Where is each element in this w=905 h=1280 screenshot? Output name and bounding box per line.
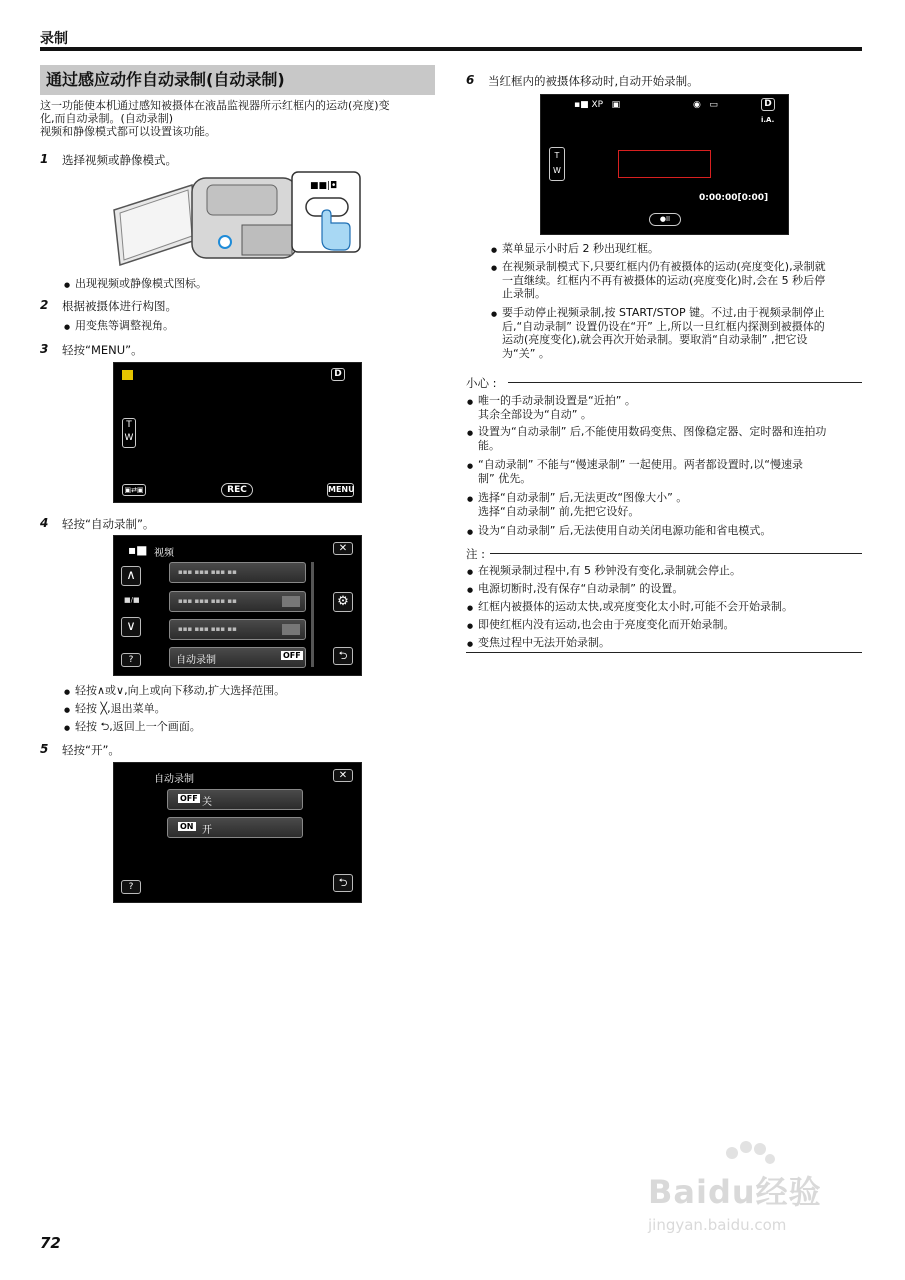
header-rule [40, 47, 862, 51]
lcd-menu-screen [113, 362, 362, 503]
caution-line: ● 设为“自动录制” 后,无法使用自动关闭电源功能和省电模式。 [478, 524, 772, 537]
caution-label: 小心 : [466, 376, 497, 390]
note-item: ● 即使红框内没有运动,也会由于亮度变化而开始录制。 [478, 618, 735, 632]
zoom-tw-button[interactable] [122, 418, 136, 448]
baidu-watermark [642, 1145, 852, 1211]
zoom-w-label: W [553, 166, 561, 175]
note-bottom-rule [466, 652, 862, 653]
step-6-bullet-line: 运动(亮度变化),就会再次开始录制。要取消“自动录制” ,把它设 [502, 333, 808, 346]
step-6-bullet-line: 为“关” 。 [502, 346, 550, 360]
chevron-down-icon[interactable]: ∨ [121, 617, 141, 637]
close-icon[interactable]: ✕ [333, 542, 353, 555]
section-title: 通过感应动作自动录制(自动录制) [40, 65, 435, 95]
help-icon[interactable]: ? [121, 653, 141, 667]
camcorder-illustration [112, 170, 362, 270]
step-1-number: 1 [40, 152, 49, 166]
detection-red-frame [618, 150, 711, 178]
caution-line: 制” 优先。 [478, 471, 532, 485]
caution-item [478, 394, 636, 421]
menu-item-blurred[interactable] [169, 562, 306, 583]
step-5-text: 轻按“开”。 [62, 743, 120, 757]
list-screen-title: 视频 [154, 548, 174, 559]
caution-line: ● 选择“自动录制” 后,无法更改“图像大小” 。 [478, 491, 688, 504]
scrollbar[interactable] [311, 562, 314, 667]
step-6-bullet-line: ● 在视频录制模式下,只要红框内仍有被摄体的运动(亮度变化),录制就 [502, 260, 826, 273]
step-4-bullet: ● 轻按∧或∨,向上或向下移动,扩大选择范围。 [75, 684, 285, 697]
menu-item-value-badge [282, 596, 300, 607]
caution-line: ● “自动录制” 不能与“慢速录制” 一起使用。两者都设置时,以“慢速录 [478, 458, 803, 471]
caution-item [478, 491, 687, 518]
option-on-label: 开 [202, 825, 212, 836]
caution-line: 能。 [478, 438, 500, 452]
option-screen-title: 自动录制 [154, 774, 194, 785]
menu-item-auto-record-label: 自动录制 [176, 655, 216, 666]
ia-label: i.A. [761, 116, 775, 124]
step-4-bullet: ● 轻按 ⮌,返回上一个画面。 [75, 720, 201, 733]
step-6-bullet [502, 242, 659, 256]
zoom-tw-button[interactable] [549, 147, 565, 181]
caution-item [478, 458, 803, 485]
lcd-record-screen [540, 94, 789, 235]
caution-line: 其余全部设为“自动” 。 [478, 407, 592, 421]
playback-toggle-icon[interactable]: ▣⇄▣ [122, 484, 146, 496]
note-item: ● 电源切断时,没有保存“自动录制” 的设置。 [478, 582, 683, 596]
help-icon[interactable]: ? [121, 880, 141, 894]
zoom-t-label: T [554, 151, 560, 160]
caution-line: ● 唯一的手动录制设置是“近拍” 。 [478, 394, 636, 407]
step-6-number: 6 [466, 73, 475, 87]
menu-item-auto-record[interactable] [169, 647, 306, 668]
note-item: ● 在视频录制过程中,有 5 秒钟没有变化,录制就会停止。 [478, 564, 741, 578]
lcd-option-screen [113, 762, 362, 903]
step-4-text: 轻按“自动录制”。 [62, 517, 155, 531]
zoom-w-label: W [124, 433, 134, 443]
watermark-url: jingyan.baidu.com [648, 1216, 787, 1234]
menu-button[interactable]: MENU [327, 483, 354, 497]
intro-line: 视频和静像模式都可以设置该功能。 [40, 125, 216, 138]
note-label: 注 : [466, 547, 486, 561]
mode-d-icon: D [331, 368, 345, 381]
step-4-number: 4 [40, 516, 49, 530]
zoom-t-label: T [126, 420, 132, 430]
step-1-text: 选择视频或静像模式。 [62, 153, 177, 167]
caution-line: ● 设置为“自动录制” 后,不能使用数码变焦、图像稳定器、定时器和连拍功 [478, 425, 827, 438]
step-2-number: 2 [40, 298, 49, 312]
video-mode-icon: ▪■ [128, 543, 148, 557]
note-item: ● 红框内被摄体的运动太快,或亮度变化太小时,可能不会开始录制。 [478, 600, 793, 614]
mode-d-icon: D [761, 98, 775, 111]
rec-pause-button[interactable]: ●II [649, 213, 681, 226]
back-icon[interactable]: ⮌ [333, 647, 353, 665]
step-3-text: 轻按“MENU”。 [62, 343, 143, 357]
step-6-bullet-line: ● 菜单显示小时后 2 秒出现红框。 [502, 242, 659, 255]
caution-item [478, 425, 826, 452]
menu-item-blurred[interactable] [169, 619, 306, 640]
option-on[interactable] [167, 817, 303, 838]
timecode: 0:00:00[0:00] [699, 193, 769, 203]
close-icon[interactable]: ✕ [333, 769, 353, 782]
note-item: ● 变焦过程中无法开始录制。 [478, 636, 610, 650]
step-6-bullet-line: 止录制。 [502, 287, 546, 300]
page-number: 72 [40, 1234, 61, 1252]
svg-text:■■|◘: ■■|◘ [310, 181, 338, 191]
off-badge: OFF [283, 651, 301, 660]
battery-icon [122, 370, 133, 380]
intro-text [40, 99, 435, 138]
step-6-bullet-line: 一直继续。红框内不再有被摄体的运动(亮度变化)时,会在 5 秒后停 [502, 273, 826, 287]
step-4-bullet: ● 轻按 ╳,退出菜单。 [75, 702, 166, 715]
off-badge: OFF [180, 794, 198, 803]
page-indicator: ■/■ [124, 596, 140, 604]
chevron-up-icon[interactable]: ∧ [121, 566, 141, 586]
lcd-list-screen [113, 535, 362, 676]
status-icons: ▪■ XP ▣ [574, 100, 621, 110]
step-6-bullet [502, 306, 825, 360]
back-icon[interactable]: ⮌ [333, 874, 353, 892]
caution-line: 选择“自动录制” 前,先把它设好。 [478, 504, 640, 518]
on-badge: ON [180, 822, 194, 831]
caution-item [478, 524, 771, 538]
step-2-bullet: ● 用变焦等调整视角。 [75, 319, 174, 332]
page-header-title: 录制 [40, 31, 68, 47]
status-icons-right: ◉ ▭ [693, 100, 718, 110]
caution-rule [508, 382, 862, 383]
option-off-label: 关 [202, 797, 212, 808]
gear-icon[interactable]: ⚙ [333, 592, 353, 612]
menu-item-blurred-label: ▪▪▪ ▪▪▪ ▪▪▪ ▪▪ [178, 568, 237, 576]
step-1-bullet: ● 出现视频或静像模式图标。 [75, 277, 207, 290]
step-6-bullet-line: 后,“自动录制” 设置仍设在“开” 上,所以一旦红框内探测到被摄体的 [502, 319, 825, 333]
menu-item-blurred-label: ▪▪▪ ▪▪▪ ▪▪▪ ▪▪ [178, 597, 237, 605]
intro-line: 化,而自动录制。(自动录制) [40, 112, 174, 125]
intro-line: 这一功能使本机通过感知被摄体在液晶监视器所示红框内的运动(亮度)变 [40, 99, 390, 112]
step-2-text: 根据被摄体进行构图。 [62, 299, 177, 313]
rec-button[interactable]: REC [221, 483, 253, 497]
option-off[interactable] [167, 789, 303, 810]
menu-item-blurred-label: ▪▪▪ ▪▪▪ ▪▪▪ ▪▪ [178, 625, 237, 633]
step-6-bullet-line: ● 要手动停止视频录制,按 START/STOP 键。不过,由于视频录制停止 [502, 306, 825, 319]
step-5-number: 5 [40, 742, 49, 756]
menu-item-blurred[interactable] [169, 591, 306, 612]
menu-item-value-badge [282, 624, 300, 635]
step-6-text: 当红框内的被摄体移动时,自动开始录制。 [488, 74, 699, 88]
watermark-brand: Baidu经验 [648, 1173, 822, 1211]
step-6-bullet [502, 260, 826, 301]
note-rule [490, 553, 862, 554]
step-3-number: 3 [40, 342, 49, 356]
